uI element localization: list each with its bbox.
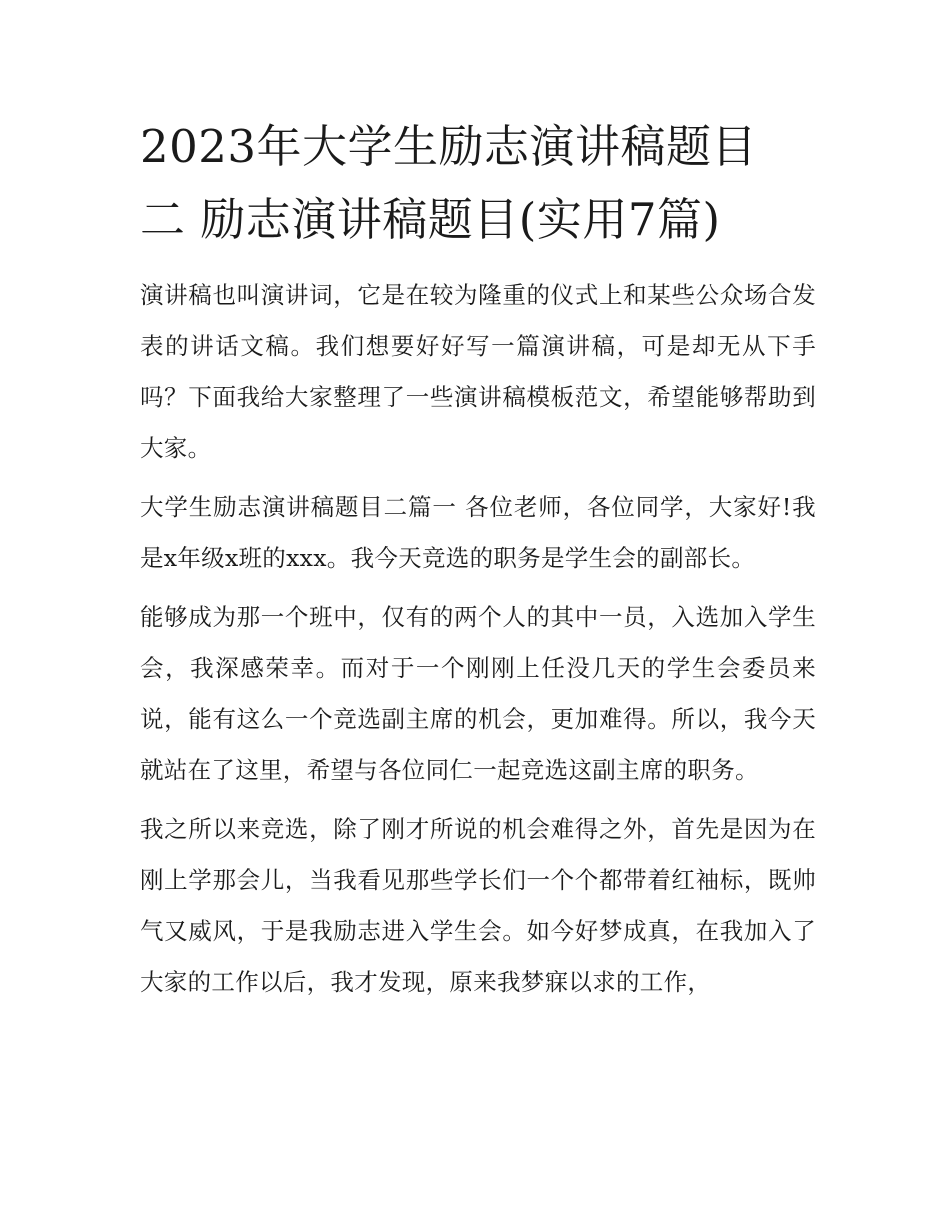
title-line-2: 二 励志演讲稿题目(实用7篇) bbox=[140, 193, 721, 246]
paragraph-honor: 能够成为那一个班中，仅有的两个人的其中一员，入选加入学生会，我深感荣幸。而对于一个刚刚上任没几天的学生会委员来说，能有这么一个竞选副主席的机会，更加难得。所以，我今天就站在了这里，希望与各位同仁一起竞选这副主席的职务。 bbox=[140, 603, 816, 784]
document-body bbox=[140, 110, 816, 1016]
paragraph-reason: 我之所以来竞选，除了刚才所说的机会难得之外，首先是因为在刚上学那会儿，当我看见那些学长们一个个都带着红袖标，既帅气又威风，于是我励志进入学生会。如今好梦成真，在我加入了大家的工作以后，我才发现，原来我梦寐以求的工作， bbox=[140, 815, 816, 996]
title-line-1: 2023年大学生励志演讲稿题目 bbox=[140, 120, 758, 173]
document-title bbox=[140, 110, 816, 256]
paragraph-greeting: 大学生励志演讲稿题目二篇一 各位老师，各位同学，大家好!我是x年级x班的xxx。我今天竞选的职务是学生会的副部长。 bbox=[140, 493, 816, 572]
paragraph-intro: 演讲稿也叫演讲词，它是在较为隆重的仪式上和某些公众场合发表的讲话文稿。我们想要好好写一篇演讲稿，可是却无从下手吗？下面我给大家整理了一些演讲稿模板范文，希望能够帮助到大家。 bbox=[140, 281, 816, 462]
